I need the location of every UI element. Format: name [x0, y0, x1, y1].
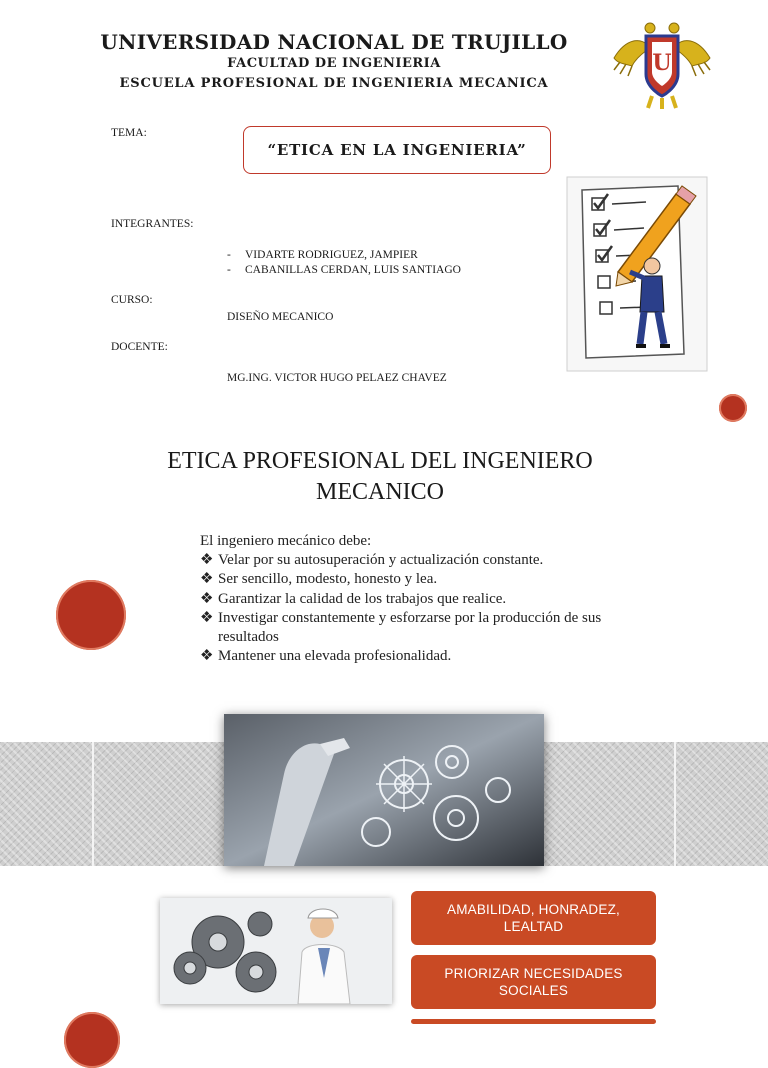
- docente-label: DOCENTE:: [111, 341, 168, 353]
- diamond-bullet-icon: ❖: [200, 590, 214, 607]
- decorative-dot: [719, 394, 747, 422]
- diamond-bullet-icon: ❖: [200, 571, 214, 588]
- slide2-body: [200, 532, 650, 666]
- list-item: ❖ Velar por su autosuperación y actualización constante.: [200, 551, 650, 570]
- slide2-title-line: MECANICO: [315, 479, 444, 505]
- checklist-clipboard-icon: [566, 176, 708, 372]
- slide2-title: [140, 446, 620, 508]
- integrante-item: - CABANILLAS CERDAN, LUIS SANTIAGO: [227, 264, 461, 276]
- school-name: ESCUELA PROFESIONAL DE INGENIERIA MECANICA: [119, 76, 549, 91]
- list-item: ❖ Garantizar la calidad de los trabajos que realice.: [200, 590, 650, 609]
- integrante-name: CABANILLAS CERDAN, LUIS SANTIAGO: [245, 264, 461, 276]
- engineer-gears-image: [160, 898, 392, 1004]
- slide2-intro: El ingeniero mecánico debe:: [200, 533, 372, 549]
- value-button-partial[interactable]: [411, 1019, 656, 1024]
- diamond-bullet-icon: ❖: [200, 609, 214, 626]
- diamond-bullet-icon: ❖: [200, 552, 214, 569]
- tema-title-box: “ETICA EN LA INGENIERIA”: [243, 126, 551, 174]
- docente-value: MG.ING. VICTOR HUGO PELAEZ CHAVEZ: [227, 372, 447, 384]
- university-name: UNIVERSIDAD NACIONAL DE TRUJILLO: [100, 30, 568, 54]
- decorative-circle: [64, 1012, 120, 1068]
- diamond-bullet-icon: ❖: [200, 648, 214, 665]
- list-item: ❖ Ser sencillo, modesto, honesto y lea.: [200, 570, 650, 589]
- list-item: ❖ Mantener una elevada profesionalidad.: [200, 647, 650, 666]
- gears-hand-image: [224, 714, 544, 866]
- university-crest-icon: [606, 18, 718, 110]
- svg-text:U: U: [652, 50, 672, 76]
- curso-value: DISEÑO MECANICO: [227, 311, 334, 323]
- integrantes-label: INTEGRANTES:: [111, 218, 194, 230]
- list-item: ❖ Investigar constantemente y esforzarse por la producción de sus resultados: [200, 609, 602, 646]
- integrante-name: VIDARTE RODRIGUEZ, JAMPIER: [245, 249, 418, 261]
- value-button-amabilidad[interactable]: AMABILIDAD, HONRADEZ, LEALTAD: [411, 891, 656, 945]
- curso-label: CURSO:: [111, 294, 153, 306]
- tema-label: TEMA:: [111, 127, 147, 139]
- faculty-name: FACULTAD DE INGENIERIA: [227, 56, 441, 71]
- decorative-circle: [56, 580, 126, 650]
- value-button-priorizar[interactable]: PRIORIZAR NECESIDADES SOCIALES: [411, 955, 656, 1009]
- integrante-item: - VIDARTE RODRIGUEZ, JAMPIER: [227, 249, 418, 261]
- slide2-title-line: ETICA PROFESIONAL DEL INGENIERO: [167, 448, 593, 474]
